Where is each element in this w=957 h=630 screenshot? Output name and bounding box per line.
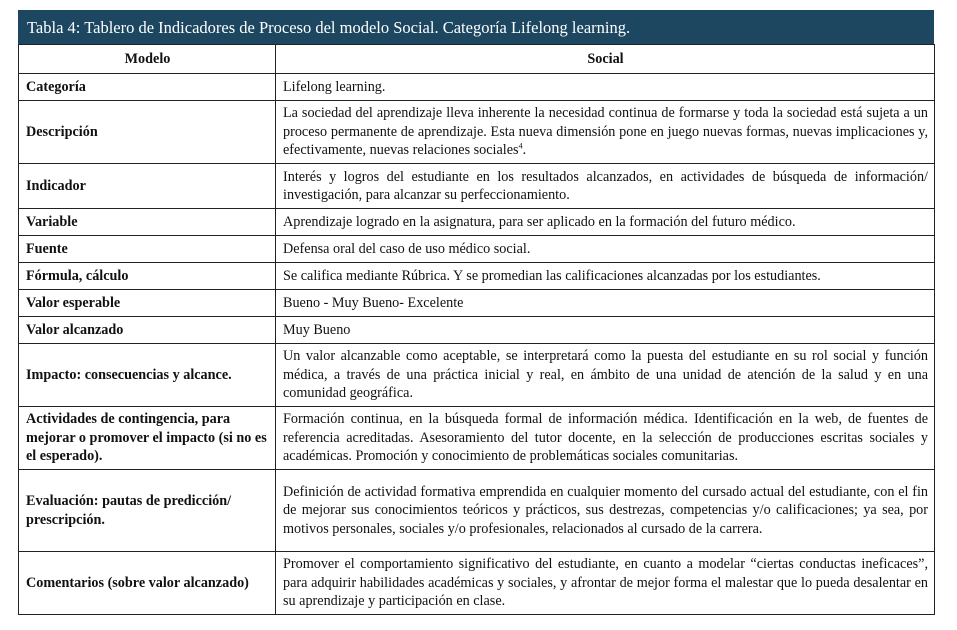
row-label: Valor esperable	[19, 290, 276, 317]
row-value: Promover el comportamiento significativo del estudiante, en cuanto a modelar “ciertas conductas ineficaces”, para adquirir habilidades académicas y sociales, y afrontar de mejor forma el malestar que lo pueda desalentar en su aprendizaje y participación en clase.	[276, 552, 935, 615]
table-row	[19, 74, 935, 101]
table-container	[18, 10, 934, 615]
table-row	[19, 317, 935, 344]
row-value	[276, 101, 935, 164]
row-value: Lifelong learning.	[276, 74, 935, 101]
table-row	[19, 552, 935, 615]
row-value: Interés y logros del estudiante en los resultados alcanzados, en actividades de búsqueda de información/ investigación, para alcanzar su perfeccionamiento.	[276, 164, 935, 209]
table-header-row	[19, 45, 935, 74]
row-label: Valor alcanzado	[19, 317, 276, 344]
row-value: Un valor alcanzable como aceptable, se interpretará como la puesta del estudiante en su rol social y función médica, a través de una práctica inicial y real, en ámbito de una unidad de atención de la salud y en una comunidad geográfica.	[276, 344, 935, 407]
row-label: Fórmula, cálculo	[19, 263, 276, 290]
row-value: Se califica mediante Rúbrica. Y se promedian las calificaciones alcanzadas por los estudiantes.	[276, 263, 935, 290]
row-value: Defensa oral del caso de uso médico social.	[276, 236, 935, 263]
table-row	[19, 290, 935, 317]
header-modelo: Modelo	[19, 45, 276, 74]
row-value: Formación continua, en la búsqueda formal de información médica. Identificación en la web, de fuentes de referencia acreditadas. Asesoramiento del tutor docente, en la selección de producciones escritas sociales y académicas. Promoción y conocimiento de problemáticas sociales comunitarias.	[276, 407, 935, 470]
table-caption: Tabla 4: Tablero de Indicadores de Proceso del modelo Social. Categoría Lifelong learning.	[18, 10, 934, 44]
row-label: Comentarios (sobre valor alcanzado)	[19, 552, 276, 615]
row-label: Impacto: consecuencias y alcance.	[19, 344, 276, 407]
row-value: Aprendizaje logrado en la asignatura, para ser aplicado en la formación del futuro médico.	[276, 209, 935, 236]
table-row	[19, 101, 935, 164]
row-label: Descripción	[19, 101, 276, 164]
row-label: Variable	[19, 209, 276, 236]
row-label: Indicador	[19, 164, 276, 209]
row-label: Actividades de contingencia, para mejorar o promover el impacto (si no es el esperado).	[19, 407, 276, 470]
footnote-marker: 4	[518, 141, 523, 151]
row-label: Evaluación: pautas de predicción/ prescripción.	[19, 470, 276, 552]
table-row	[19, 263, 935, 290]
row-value: Muy Bueno	[276, 317, 935, 344]
row-value-text: La sociedad del aprendizaje lleva inherente la necesidad continua de formarse y toda la sociedad está sujeta a un proceso permanente de aprendizaje. Esta nueva dimensión pone en juego nuevas formas, nuevas implicaciones y, efectivamente, nuevas relaciones sociales	[283, 105, 928, 159]
table-row	[19, 470, 935, 552]
row-value-end: .	[522, 142, 527, 159]
table-row	[19, 164, 935, 209]
table-row	[19, 236, 935, 263]
indicators-table	[18, 44, 935, 615]
row-value: Bueno - Muy Bueno- Excelente	[276, 290, 935, 317]
header-social: Social	[276, 45, 935, 74]
table-row	[19, 209, 935, 236]
row-value: Definición de actividad formativa emprendida en cualquier momento del cursado actual del estudiante, con el fin de mejorar sus conocimientos teóricos y prácticos, sus destrezas, competencias y/o calificaciones; ya sea, por motivos personales, sociales y/o profesionales, relacionados al cursado de la carrera.	[276, 470, 935, 552]
row-label: Fuente	[19, 236, 276, 263]
table-row	[19, 344, 935, 407]
table-row	[19, 407, 935, 470]
row-label: Categoría	[19, 74, 276, 101]
